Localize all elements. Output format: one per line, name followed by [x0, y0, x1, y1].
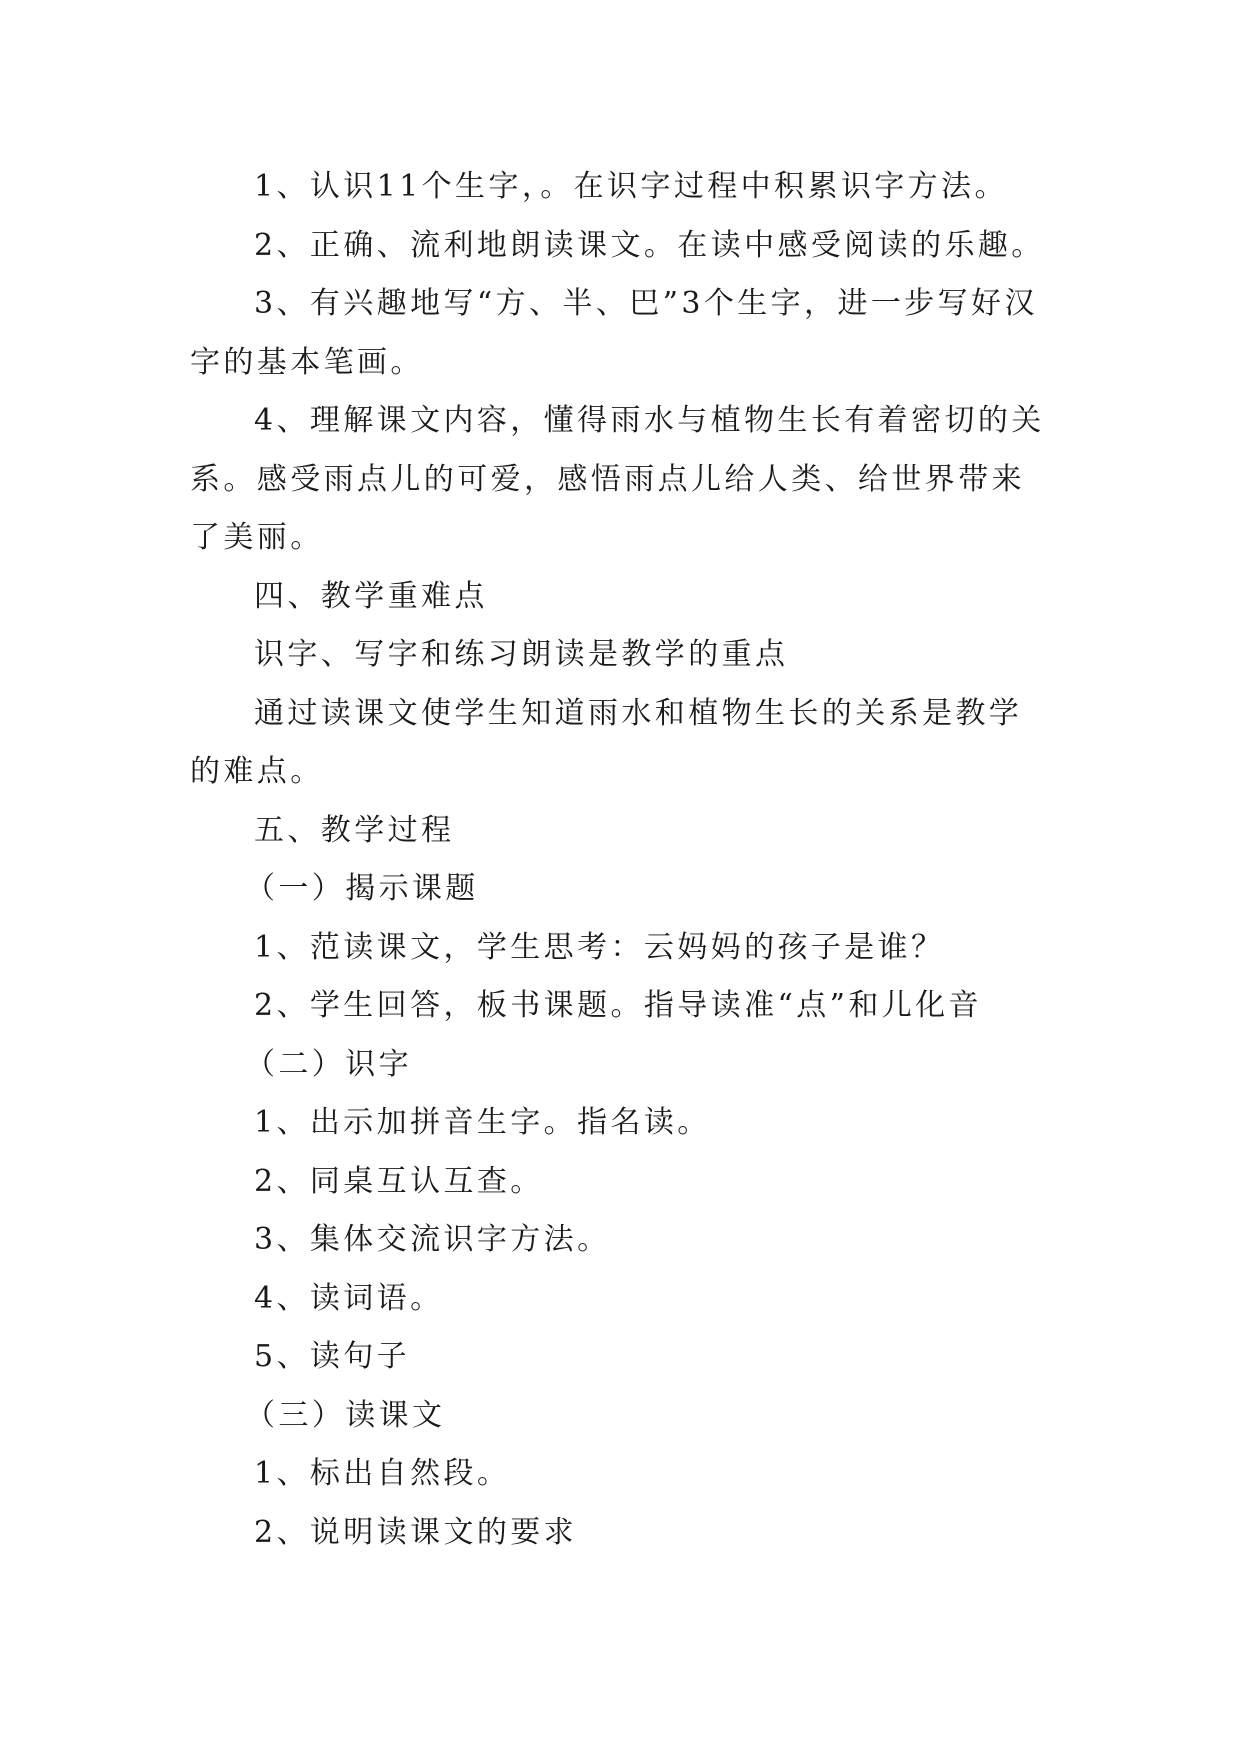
process-step: 5、读句子 [254, 1339, 411, 1374]
objective-1: 1、认识11个生字，。在识字过程中积累识字方法。 [254, 169, 1008, 204]
objective-4: 4、理解课文内容，懂得雨水与植物生长有着密切的关系。感受雨点儿的可爱，感悟雨点儿给人类、给世界带来了美丽。 [190, 403, 1045, 555]
process-step: 1、标出自然段。 [254, 1456, 511, 1491]
subsection-heading-1: （一）揭示课题 [245, 871, 479, 906]
key-point-text: 识字、写字和练习朗读是教学的重点 [254, 637, 789, 672]
subsection-heading-3: （三）读课文 [245, 1397, 446, 1433]
subsection-heading-2: （二）识字 [245, 1046, 412, 1082]
process-step: 4、读词语。 [254, 1280, 444, 1316]
process-step: 2、同桌互认互查。 [254, 1163, 544, 1199]
process-step: 2、学生回答，板书课题。指导读准“点”和儿化音 [254, 988, 982, 1023]
objective-2: 2、正确、流利地朗读课文。在读中感受阅读的乐趣。 [254, 227, 1045, 263]
process-step: 1、范读课文，学生思考：云妈妈的孩子是谁？ [254, 929, 945, 965]
difficult-point-text: 通过读课文使学生知道雨水和植物生长的关系是教学的难点。 [190, 695, 1023, 789]
section-heading-key-points: 四、教学重难点 [254, 578, 488, 614]
section-heading-process: 五、教学过程 [254, 812, 455, 848]
objective-3: 3、有兴趣地写“方、半、巴”3个生字，进一步写好汉字的基本笔画。 [190, 286, 1038, 380]
process-step: 3、集体交流识字方法。 [254, 1222, 611, 1257]
process-step: 1、出示加拼音生字。指名读。 [254, 1105, 711, 1140]
document-body [190, 158, 1052, 1562]
process-step: 2、说明读课文的要求 [254, 1514, 578, 1550]
